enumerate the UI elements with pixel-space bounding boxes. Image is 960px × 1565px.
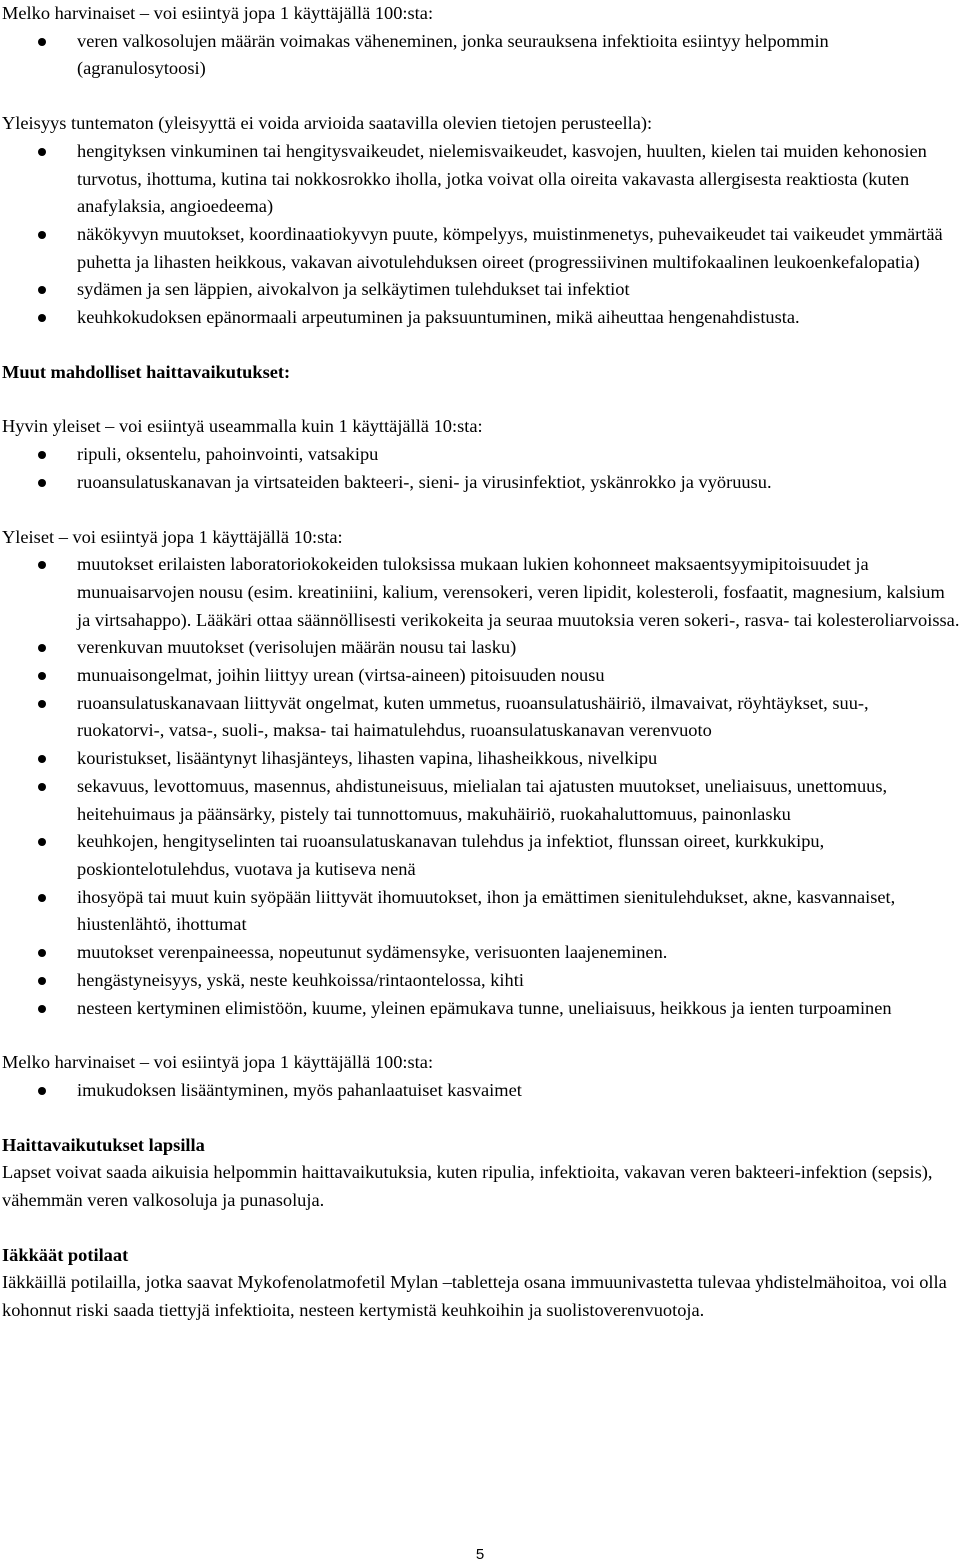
list-item: nesteen kertyminen elimistöön, kuume, yleinen epämukava tunne, uneliaisuus, heikkous ja ienten turpoaminen [2, 995, 960, 1023]
bullet-icon [38, 1005, 46, 1013]
children-heading: Haittavaikutukset lapsilla [2, 1134, 205, 1155]
bullet-icon [38, 949, 46, 957]
list-item: ripuli, oksentelu, pahoinvointi, vatsakipu [2, 441, 960, 469]
list-item: ihosyöpä tai muut kuin syöpään liittyvät ihomuutokset, ihon ja emättimen sienitulehdukset, akne, kasvannaiset, hiustenlähtö, ihottumat [2, 884, 960, 939]
bullet-icon [38, 451, 46, 459]
bullet-icon [38, 783, 46, 791]
list-item: keuhkokudoksen epänormaali arpeutuminen ja paksuuntuminen, mikä aiheuttaa hengenahdistusta. [2, 304, 960, 332]
list-item: hengästyneisyys, yskä, neste keuhkoissa/rintaontelossa, kihti [2, 967, 960, 995]
bullet-icon [38, 700, 46, 708]
list-item: sydämen ja sen läppien, aivokalvon ja selkäytimen tulehdukset tai infektiot [2, 276, 960, 304]
list-item: muutokset verenpaineessa, nopeutunut sydämensyke, verisuonten laajeneminen. [2, 939, 960, 967]
other-effects-heading: Muut mahdolliset haittavaikutukset: [2, 361, 291, 382]
frequency-heading-uncommon-2: Melko harvinaiset – voi esiintyä jopa 1 käyttäjällä 100:sta: [2, 1052, 434, 1073]
page-number: 5 [475, 1546, 485, 1563]
list-item: keuhkojen, hengityselinten tai ruoansulatuskanavan tulehdus ja infektiot, flunssan oireet, kurkkukipu, poskiontelotulehdus, vuotava ja kutiseva nenä [2, 828, 960, 883]
list-item: verenkuvan muutokset (verisolujen määrän nousu tai lasku) [2, 634, 960, 662]
uncommon-list-2 [2, 1077, 960, 1105]
common-list [2, 551, 960, 1022]
list-item: näkökyvyn muutokset, koordinaatiokyvyn puute, kömpelyys, muistinmenetys, puhevaikeudet tai vaikeudet ymmärtää puhetta ja lihasten heikkous, vakavan aivotulehduksen oireet (progressiivinen multifokaalinen leukoenkefalopatia) [2, 221, 960, 276]
list-item: munuaisongelmat, joihin liittyy urean (virtsa-aineen) pitoisuuden nousu [2, 662, 960, 690]
bullet-icon [38, 977, 46, 985]
bullet-icon [38, 314, 46, 322]
bullet-icon [38, 479, 46, 487]
bullet-icon [38, 672, 46, 680]
bullet-icon [38, 894, 46, 902]
frequency-heading-unknown: Yleisyys tuntematon (yleisyyttä ei voida arvioida saatavilla olevien tietojen perusteella): [2, 113, 653, 134]
list-item: muutokset erilaisten laboratoriokokeiden tuloksissa mukaan lukien kohonneet maksaentsyymipitoisuudet ja munuaisarvojen nousu (esim. kreatiniini, kalium, verensokeri, veren lipidit, kolesteroli, fosfaatit, magnesium, kalsium ja virtsahappo). Lääkäri ottaa säännöllisesti verikokeita ja seuraa muutoksia veren sokeri-, rasva- tai kolesteroliarvoissa. [2, 551, 960, 634]
children-paragraph: Lapset voivat saada aikuisia helpommin haittavaikutuksia, kuten ripulia, infektioita, vakavan veren bakteeri-infektion (sepsis), vähemmän veren valkosoluja ja punasoluja. [2, 1162, 933, 1211]
frequency-heading-uncommon: Melko harvinaiset – voi esiintyä jopa 1 käyttäjällä 100:sta: [2, 3, 434, 23]
frequency-heading-common: Yleiset – voi esiintyä jopa 1 käyttäjällä 10:sta: [2, 526, 343, 547]
bullet-icon [38, 838, 46, 846]
bullet-icon [38, 561, 46, 569]
list-item: hengityksen vinkuminen tai hengitysvaikeudet, nielemisvaikeudet, kasvojen, huulten, kielen tai muiden kehonosien turvotus, ihottuma, kutina tai nokkosrokko iholla, jotka voivat olla oireita vakavasta allergisesta reaktiosta (kuten anafylaksia, angioedeema) [2, 138, 960, 221]
list-item: kouristukset, lisääntynyt lihasjänteys, lihasten vapina, lihasheikkous, nivelkipu [2, 745, 960, 773]
uncommon-list [2, 28, 960, 83]
list-item: veren valkosolujen määrän voimakas väheneminen, jonka seurauksena infektioita esiintyy helpommin (agranulosytoosi) [2, 28, 960, 83]
list-item: sekavuus, levottomuus, masennus, ahdistuneisuus, mielialan tai ajatusten muutokset, uneliaisuus, unettomuus, heitehuimaus ja päänsärky, pistely tai tunnottomuus, makuhäiriö, ruokahaluttomuus, painonlasku [2, 773, 960, 828]
bullet-icon [38, 1087, 46, 1095]
very-common-list [2, 441, 960, 496]
list-item: ruoansulatuskanavan ja virtsateiden bakteeri-, sieni- ja virusinfektiot, yskänrokko ja vyöruusu. [2, 469, 960, 497]
bullet-icon [38, 644, 46, 652]
bullet-icon [38, 286, 46, 294]
elderly-heading: Iäkkäät potilaat [2, 1244, 129, 1265]
bullet-icon [38, 755, 46, 763]
bullet-icon [38, 231, 46, 239]
frequency-heading-very-common: Hyvin yleiset – voi esiintyä useammalla kuin 1 käyttäjällä 10:sta: [2, 416, 483, 437]
bullet-icon [38, 38, 46, 46]
elderly-paragraph: Iäkkäillä potilailla, jotka saavat Mykofenolatmofetil Mylan –tabletteja osana immuunivastetta tulevaa yhdistelmähoitoa, voi olla kohonnut riski saada tiettyjä infektioita, nesteen kertymistä keuhkoihin ja suolistoverenvuotoja. [2, 1272, 947, 1321]
bullet-icon [38, 148, 46, 156]
list-item: imukudoksen lisääntyminen, myös pahanlaatuiset kasvaimet [2, 1077, 960, 1105]
list-item: ruoansulatuskanavaan liittyvät ongelmat, kuten ummetus, ruoansulatushäiriö, ilmavaivat, röyhtäykset, suu-, ruokatorvi-, vatsa-, suoli-, maksa- tai haimatulehdus, ruoansulatuskanavan verenvuoto [2, 690, 960, 745]
unknown-frequency-list [2, 138, 960, 332]
